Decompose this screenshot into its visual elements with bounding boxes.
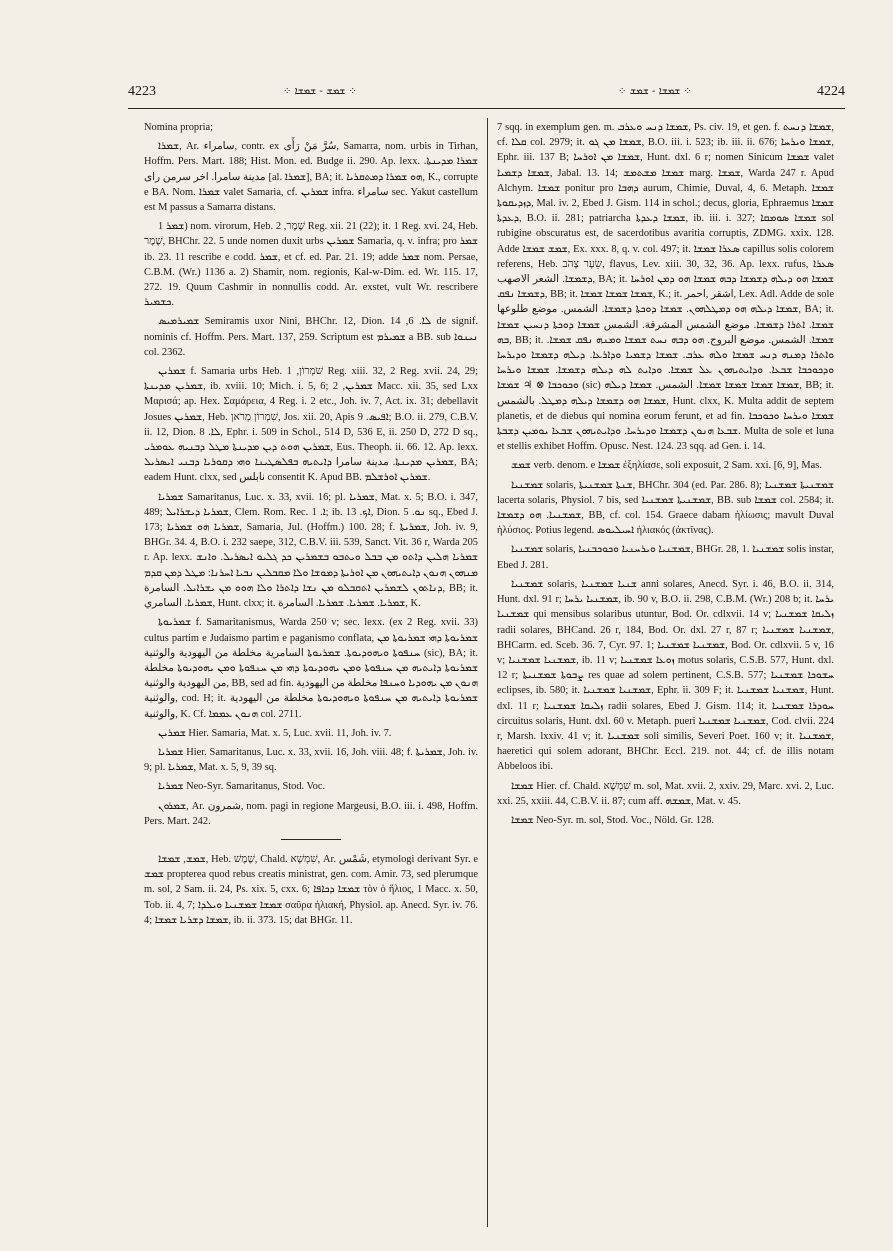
entry: ܫܡܪܝܐ Hier. Samaritanus, Luc. x. 33, xvii. 16, Joh. viii. 48; f. ܫܡܪܝܬܐ, Joh. iv. 9; pl. ܫܡܪܝܐ, Mat. x. 5, 9, 39 sq.: [144, 746, 478, 774]
entry: ܫܡܫܐ Hier. cf. Chald. שִׁמְשָׁא m. sol, Mat. xvii. 2, xxiv. 29, Marc. xvi. 2, Luc. xxi. 25, xxiii. 44, C.B.V. ii. 87; cum aff. ܫܡܫܗ, Mat. v. 45.: [497, 780, 834, 807]
entry: ܫܡܪܘܢ, Ar. شمرون, nom. pagi in regione Margeusi, B.O. iii. i. 498, Hoffm. Pers. Mart. 242.: [144, 800, 478, 827]
entry: ܫܡܫ verb. denom. e ܫܡܫܐ ἐξηλίασε, soli exposuit, 2 Sam. xxi. [6, 9], Mas.: [511, 460, 822, 472]
entry: ܫܡܫܢܝܐ solaris, ܫܢܝܐ ܫܡܫܢܝܐ anni solares, Anecd. Syr. i. 46, B.O. ii. 314, Hunt. dxl. 91 r; ܫܡܫܢܝܐ ܝܪܚܐ, ib. 90 v, B.O. ii. 298, C.B.M. (Wr.) 208 b; it. ܝܪܚܐ ܫܡܫܢܝܐ qui mensibus solaribus utuntur, Bod. Or. cdlxvii. 14 v; ܙܠܝܩܐ ܫܡܫܢܝܐ radii solares, BHCand. 26 r, 184, Bod. Or. dxl. 27 r, 87 r; ܫܡܫܢܝܐ ܫܡܫܢܝܐ, BHCarm. ed. Sceb. 36. 7, Cyr. 97. 1; ܫܡܫܢܝܐ ܫܡܫܢܝܐ, Bod. Or. cdlxvii. 5 v, 16 v; ܫܡܫܢܝܐ ܫܡܫܢܝܐ, ib. 11 v; ܙܘܥܐ ܫܡܫܢܝܐ motus solaris, C.S.B. 577, Hunt. dxl. 12 r; ܨܒܘܬܐ ܫܡܫܢܝܬܐ res quae ad solem pertinent, C.S.B. 577; ܚܫܘܟܐ ܫܡܫܢܝܐ eclipses, ib. 580; it. ܫܡܫܢܝܐ ܫܡܫܢܝܐ, Ephr. ii. 309 F; it. ܫܡܫܢܝܐ ܫܡܫܢܝܐ, Hunt. dxl. 11 r; ܙܠܝܩܐ ܫܡܫܢܝܐ radii solares, Ebed J. Gism. 114; it. ܚܘܕܪܐ ܫܡܫܢܝܐ circuitus solaris, Hunt. dxl. 60 v. Metaph. pueri ܫܡܫܢܝܐ ܫܡܫܢܝܐ, Cod. clvii. 224 r, Marsh. lxxiv. 41 v; it. ܫܡܫܢܝܐ soli similis, Severi Poet. 160 v; it. ܫܡܫܢܝܐ, haeretici qui solem adorant, BHChr. Eccl. 219. not. 44; cf. de illis notam Abbeloos ibi.: [497, 578, 834, 773]
entry: ܫܡܫܢܝܐ solaris, ܫܡܫܢܝܐ ܘܝܪܚܢܝܐ ܘܟܘܟܒܢܝܐ, BHGr. 28, 1. ܫܡܫܢܝܐ solis instar, Ebed J. 281.: [497, 544, 834, 571]
running-head-left: ⁘ ܫܡܫ - ܫܡܫܐ ⁘: [283, 86, 357, 97]
right-column: [497, 120, 834, 1231]
column-divider: [487, 118, 488, 1227]
entry: ܫܡܪܝܐ Samaritanus, Luc. x. 33, xvii. 16; pl. ܫܡܪܝܐ, Mat. x. 5; B.O. i. 347, 489; ܫܡܪܝܐ ܕܝܫܪܐܝܠ, Clem. Rom. Rec. ܐ. 1; ib. ܐܟ. 13, Dion. ܢܘ. 5 sq., Ebed J. 173; ܫܡܪܝܐ ܗܘ ܫܡܪܝܐ, Samaria, Jul. (Hoffm.) 100. 28; f. ܫܡܪܝܬܐ, Joh. iv. 9, BHGr. 34. 4, B.O. i. 232 saepe, 312, C.B.V. iii. 539, Sanct. Vit. 36 r, Warda 205 r. Ap. lexx. ܫܡܪܝܐ ܗܠܝܢ ܕܐܬܘ ܡܢ ܒܒܠ ܘܝܬܒܘ ܒܫܡܪܝܢ ܟܕ ܓܠܝܘ ܐܝܣܪܝܠ. ܘܐܢܫ ܡܢܗܘܢ ܗܢܘܢ ܕܐܝܬܝܗܘܢ ܡܢ ܐܘܪܝܬܐ ܕܡܘܫܐ ܘܠܐ ܡܩܒܠܝܢ ܢܒܝܐ ܐܚܪܢܐ: ܡܛܠ ܕܡܢ ܩܕܡ ܕܢܐܬܘܢ ܠܫܡܪܝܢ ܐܬܩܒܠܘ ܡܢ ܢܫܐ ܕܐܬܪܐ ܘܠܐ ܗܘܘ ܡܢ ܝܫܪܐܝܠ. السامرة, BB; it. ܫܡܪܝܐ. السامري, Hunt. clxx; it. ܫܡܪܝܐ. ܫܡܪܝܐ. ܫܡܪܝܐ. السامرة, K.: [144, 491, 478, 610]
page-number-left: 4223: [128, 84, 156, 99]
entry: 7 sqq. in exemplum gen. m. ܫܡܫܐ ܕܢܚ ܘܥܪܒ, Ps. civ. 19, et gen. f. ܫܡܫܐ ܕܢܚܬ, cf. ܩܠܐ col. 2979; it. ܫܡܫܐ ܡܢ ܓܘ, B.O. iii. i. 523; ib. iii. ii. 676; ܫܡܫܐ ܘܝܪܚܐ, Ephr. iii. 137 B; ܫܡܫܐ ܡܢ ܐܘܪܚܐ, Hunt. dxl. 6 r; nomen Sinicum ܫܡܫܐ valet ܫܡܫܐ ܕܫܡܝܐ, Jabal. 13. 14; ܫܡܫܐ ܡܫܬܡܫ marg. ܫܡܫܐ, Warda 247 r. Apud Alchym. ܫܡܫܐ ponitur pro ܕܗܒܐ aurum, Chimie, Duval, 4, 6. Metaph. ܫܡܫܐ ܕܙܕܝܩܘܬܐ, Mal. iv. 2, Ebed J. Gism. 114 in schol.; decus, gloria, Ephraemus ܫܡܫܐ ܕܥܕܬܐ, B.O. ii. 281; patriarcha ܫܡܫܐ ܕܥܕܬܐ, ib. iii. i. 327; ܫܡܫܐ ܣܘܡܩܐ sol rubigine obscuratus est, de sacerdotibus avaritia corruptis, ZDMG. xxix. 128. Adde ܫܡܫ ܫܡܫܐ, Ex. xxx. 8, q. v. col. 497; it. ܣܥܪܐ ܫܡܫܐ capillus solis colorem referens, Heb. שֵׂעָר צָהֹב, flavus, Lev. xiii. 30, 32, 36. Ap. lexx. rufus, ܣܥܪܐ ܕܫܡܫܐ. الشعر الاصهب, BA; it. ܫܡܫܐ ܗܘ ܕܝܠܗ ܕܫܡܫܐ ܕܒܗ ܫܡܫܐ ܗܘ ܕܡܢ ܐܘܪܚܐ ܕܫܡܫܐ ܢܦܩ, BB; it. ܫܡܫܐ ܫܡܫܐ ܫܡܫܐ, K.; it. اشقر ,احمر, Lex. Adl. Adde de sole ܫܡܫܐ ܕܝܠܗ ܗܘ ܕܡܛܠܗܘܢ. ܫܡܫܐ ܕܘܟܬܐ ܕܫܡܫܐ. الشمس. موضع طلوعها, BA; it. ܫܡܫܐ. ܐܬܪܐ ܕܫܡܫܐ. موضع الشمس المشرقة. الشمس ܫܡܫܐ ܕܘܟܬܐ ܕܢܚܝܢ ܫܡܫܐ ܒܗ, BB; it. ܫܡܫܐ. الشمس. موضع البروج. ܗܘ ܕܒܗ ܢܚܬ ܫܡܫܐ ܘܡܢܗ ܢܦܩ ܫܡܫܐ. ܘܐܬܪܐ ܕܡܢܗ ܕܢܚ ܫܡܫܐ ܘܠܗ ܥܪܒ. ܫܡܫܐ ܕܫܡܝܐ ܘܕܐܪܥܐ. ܕܝܠܗ ܕܫܡܫܐ ܘܕܝܪܚܐ ܘܕܟܘܟܒܐ ܫܒܥܐ. ܘܕܐܝܬܝܗܘܢ ܥܠ ܫܡܫܐ. ܘܕܐܝܬ ܠܗ ܕܝܠܗ ܕܫܡܫܐ. ܫܡܫܐ ܘܝܪܚܐ ܘܟܘܟܒܐ ⊗ ♃ ܫܡܫܐ (sic) ܫܡܫܐ ܫܡܫܐ ܫܡܫܐ ܫܡܫܐ. الشمس. ܫܡܫܐ ܕܝܠܗ, BB; it. ܫܡܫܐ ܗܘ ܕܫܡܫܐ ܕܝܠܗ ܕܡܛܠ. بالشمس, Hunt. clxx, K. Multa addit de septem planetis, et de diebus qui nomina eorum ferunt, et ad fin. ܫܡܫܐ ܘܝܪܚܐ ܘܟܘܟܒܐ ܫܒܥܐ ܗܢܘܢ ܕܫܡܫܐ ܘܕܝܪܚܐ. ܘܕܐܝܬܝܗܘܢ ܫܒܥܐ ܝܘܡܝܢ ܕܫܒܬܐ. Multa de sole et luna et stellis exhibet Hoffm. Opusc. Nest. 124. 23 sqq. ad Gen. i. 14.: [497, 122, 834, 453]
entry: ܫܡܫܐ Neo-Syr. m. sol, Stod. Voc., Nöld. Gr. 128.: [511, 814, 715, 826]
left-column: [144, 120, 478, 1231]
entry: ܫܡܪܝܘܬܐ f. Samaritanismus, Warda 250 v; sec. lexx. (ex 2 Reg. xvii. 33) cultus partim e Judaismo partim e paganismo conflata, ܫܡܪܝܘܬܐ ܕܗܝ ܫܡܪܝܘܬܐ ܡܢ ܚܢܦܘܬܐ ܘܝܗܘܕܝܘܬܐ. ܫܡܪܝܘܬܐ السامرية مخلطة من اليهودية والوثنية (sic), BA; it. ܫܡܪܝܘܬܐ ܕܐܝܬܝܗ ܡܢ ܚܢܦܘܬܐ ܘܡܢ ܝܗܘܕܝܘܬܐ ܕܗܝ ܡܢ ܚܢܦܘܬܐ ܘܡܢ ܝܗܘܕܝܘܬܐ مخلطة من اليهودية والوثنية, BB, sed ad fin. ܗܢܘܢ ܡܢ ܝܗܘܕܝܐ ܘܚܢܦܐ مخلطة من اليهودية والوثنية, cod. H; it. ܫܡܪܝܘܬܐ ܕܐܝܬܝܗ ܡܢ ܚܢܦܘܬܐ ܘܝܗܘܕܝܘܬܐ مخلطة من اليهودية والوثنية, K. Cf. ܗܢܘܢ ܥܡܡܐ col. 2711.: [144, 617, 478, 720]
entry: ܫܡܝܪܡܝܣ Semiramis uxor Nini, BHChr. 12, Dion. ܠܐ. 6, 14 de signif. nominis cf. Hoffm. Pers. Mart. 137, 259. Scriptum est ܫܡܝܪܡ a BB. sub ܢܝܢܘܐ col. 2362.: [144, 316, 478, 358]
entry: Nomina propria;: [144, 122, 213, 133]
entry: ܫܡܪ 1) nom. virorum, Heb. שֶׁמֶר, 2 Reg. xii. 21 (22); it. 1 Reg. xvi. 24, Heb. שֶׁמֶר, BHChr. 22. 5 unde nomen duxit urbs ܫܡܪܝܢ Samaria, q. v. infra; pro ܫܡܪ ib. 23. 11 rescribe e codd. ܫܡܪ, et cf. ed. Par. 21. 19; adde ܫܡܪ nom. Persae, C.B.M. (Wr.) 1136 a. 2) Shamir, nom. regionis, Kal-w-Dim. ed. Wr. 115. 17, 272. 19. Quum Cashmir in nonnullis codd. Ar. exstet, vult Wr. rescribere ܟܫܡܝܪ.: [144, 221, 478, 309]
entry: ܫܡܪܐ, Ar. سامراء, contr. ex سُرَّ مَنْ رَأَى, Samarra, nom. urbis in Tirhan, Hoffm. Pers. Mart. 188; Hist. Mon. ed. Budge ii. 290. Ap. lexx. ܫܡܪܐ ܡܕܝܢܬܐ. مدينة سامرا. اخر سرمن راى [al. ܫܡܪܐ], BA; it. ܗܘ ܫܡܪܐ ܕܡܬܩܪܝܐ, K., corrupte e BA. Nom. ܫܡܪܐ valet Samaria, cf. ܫܡܪܝܢ infra. سامراء sec. Yakut castellum est M passus a Samarra distans.: [144, 141, 478, 214]
page-number-right: 4224: [817, 84, 845, 99]
entry: ܫܡܫ, ܫܡܫܐ, Heb. שֶׁמֶשׁ, Chald. שִׁמְשָׁא, Ar. شَمْس, etymologi derivant Syr. e ܫܡܫ propterea quod rebus creatis ministrat, gen. com. Amir. 73, sed plerumque m. sol, 2 Sam. ii. 24, Ps. xix. 5, cxx. 6; ܫܡܫܐ ܕܟܐܦܐ τὸν ὁ ἥλιος, 1 Macc. x. 50, Tob. ii. 4, 7; ܫܡܫܐ ܫܡܫܢܝܐ ܘܝܠܕܐ σαῦρα ἡλιακή, Physiol. ap. Anecd. Syr. iv. 76. 4; ܫܡܫܐ ܕܫܪܝܐ ܫܡܫܐ, ib. ii. 373. 15; dat BHGr. 11.: [144, 853, 478, 926]
entry: ܫܡܫܢܝܐ solaris, ܫܢܬܐ ܫܡܫܢܝܬܐ, BHChr. 304 (ed. Par. 286. 8); ܫܡܫܢܝܬܐ ܫܡܫܢܝܐ lacerta solaris, Physiol. 7 bis, sed ܫܡܫܢܝܬܐ ܫܡܫܢܝܐ, BB. sub ܫܡܫܐ col. 2584; it. ܫܡܫܢܝܐ. ܗܘ ܕܫܡܫܐ, BB, cf. col. 154. Graece dabam ἡλίωσις; mavult Duval ἡλύσιος. Potius legend. ܐܚܝܠܝܘܣ ἡλιακός (ἀκτῖνας).: [497, 479, 834, 537]
running-head-right: ⁘ ܫܡܫܐ - ܫܡܫ ⁘: [618, 86, 692, 97]
section-rule: [281, 839, 341, 840]
header-rule: [128, 108, 845, 109]
entry: ܫܡܪܝܐ Neo-Syr. Samaritanus, Stod. Voc.: [158, 781, 326, 793]
entry: ܫܡܪܝܢ Hier. Samaria, Mat. x. 5, Luc. xvii. 11, Joh. iv. 7.: [158, 727, 392, 739]
page-header: [128, 82, 845, 104]
entry: ܫܡܪܝܢ f. Samaria urbs Heb. שֹׁמְרוֹן, 1 Reg. xiii. 32, 2 Reg. xvii. 24, 29; ܫܡܪܝܢ ܡܕܝܢܬܐ, ib. xviii. 10; Mich. i. 5, 6; ܫܡܪܝܢ, 2 Macc. xii. 35, sed Lxx Μαρισά; ap. Hex. Σαμάρεια, 4 Reg. i. 2 etc., Joh. iv. 7, Act. ix. 31; debellavit Josues ܫܡܪܝܢ, Heb. שִׁמְרוֹן מְרֹאן, Jos. xii. 20, Apis ܐܦܝܣ. 9; B.O. ii. 279, C.B.V. ii. 12, Dion. ܠܐ. 8, Ephr. i. 509 in Schol., 514 D, 536 E, ii. 250 D, 272 D sq., ܫܡܪܝܢ ܗܘܬ ܕܝܢ ܡܕܝܢܬܐ ܡܛܠ ܕܒܢܝܗ ܥܘܡܪܝ, Eus. Theoph. ii. 66. 12. Ap. lexx. ܫܡܪܝܢ ܡܕܝܢܬܐ. مدينة سامرا ܕܐܝܬܝܗ ܒܦܠܣܛܝܢܐ ܘܗܝ ܕܩܘܪܝܐ ܕܒܢܝ ܐܝܣܪܝܠ, BA; eadem Hunt. clxx, sed نابلس consentit K. Apud BB. ܫܡܪܝܢ ܐܘܪܫܠܡ.: [144, 366, 478, 484]
